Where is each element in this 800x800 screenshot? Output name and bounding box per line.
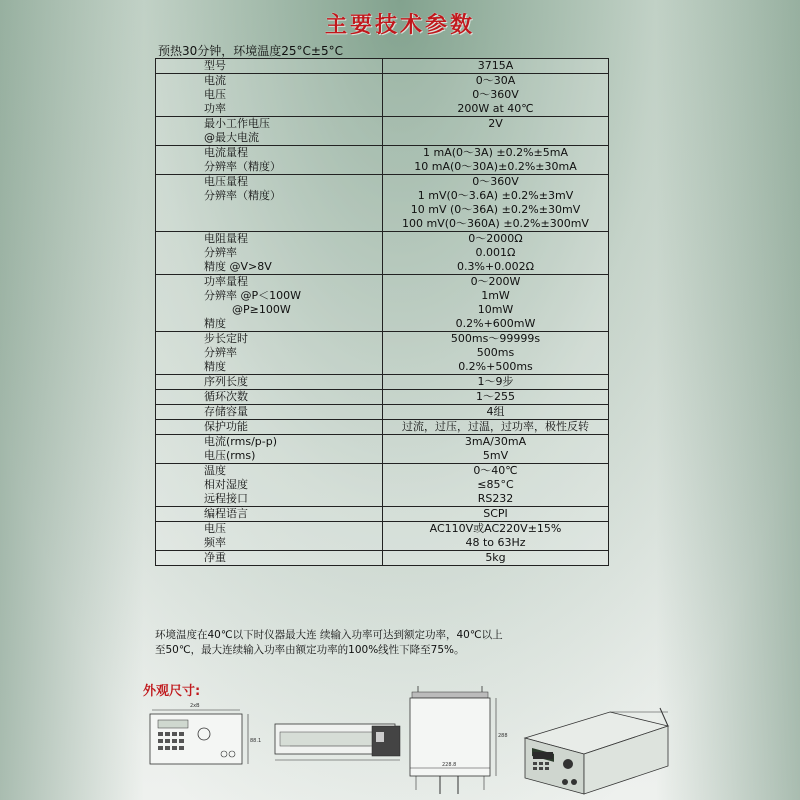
spec-label-cell bbox=[156, 332, 383, 375]
spec-label: 相对湿度 bbox=[204, 478, 248, 491]
spec-value: RS232 bbox=[477, 492, 514, 505]
spec-value: 0～200W bbox=[470, 275, 521, 288]
spec-row bbox=[156, 551, 609, 566]
spec-value: 5mV bbox=[482, 449, 509, 462]
spec-label: 分辨率 bbox=[204, 246, 237, 259]
top-height-label: 288 bbox=[498, 733, 508, 739]
spec-value: 10mW bbox=[477, 303, 514, 316]
spec-label: @最大电流 bbox=[204, 131, 259, 144]
spec-label: 电压(rms) bbox=[204, 449, 256, 462]
spec-label: 电阻量程 bbox=[204, 232, 248, 245]
spec-value: 2V bbox=[488, 117, 503, 130]
spec-value: 5kg bbox=[485, 551, 506, 564]
spec-value: 0.3%+0.002Ω bbox=[456, 260, 535, 273]
spec-row bbox=[156, 332, 609, 375]
spec-label: 功率 bbox=[204, 102, 226, 115]
spec-label: 步长定时 bbox=[204, 332, 248, 345]
page-title: 主要技术参数 bbox=[324, 13, 475, 38]
spec-value: 1～9步 bbox=[477, 375, 514, 388]
spec-value-cell bbox=[383, 405, 609, 420]
spec-value-cell bbox=[383, 435, 609, 464]
spec-value-cell bbox=[383, 390, 609, 405]
spec-label: 电流量程 bbox=[204, 146, 248, 159]
spec-label: 电压量程 bbox=[204, 175, 248, 188]
spec-value-cell bbox=[383, 117, 609, 146]
spec-value-cell bbox=[383, 464, 609, 507]
spec-value-cell bbox=[383, 551, 609, 566]
spec-label: 编程语言 bbox=[204, 507, 248, 520]
side-view-drawing bbox=[275, 724, 400, 760]
spec-label-cell bbox=[156, 146, 383, 175]
spec-label: 功率量程 bbox=[204, 275, 248, 288]
spec-label: 频率 bbox=[204, 536, 226, 549]
dimension-drawings bbox=[140, 682, 670, 797]
spec-value-cell bbox=[383, 146, 609, 175]
spec-value-cell bbox=[383, 507, 609, 522]
spec-value: 0.2%+600mW bbox=[455, 317, 536, 330]
spec-value: 0～2000Ω bbox=[468, 232, 523, 245]
spec-label: 精度 bbox=[204, 317, 226, 330]
spec-row bbox=[156, 507, 609, 522]
preheat-condition: 预热30分钟，环境温度25°C±5°C bbox=[158, 44, 343, 58]
spec-label: 净重 bbox=[204, 551, 226, 564]
perspective-view-drawing bbox=[525, 708, 668, 794]
spec-value: 3mA/30mA bbox=[464, 435, 527, 448]
spec-value: SCPI bbox=[483, 507, 508, 520]
spec-row bbox=[156, 375, 609, 390]
spec-value-cell bbox=[383, 175, 609, 232]
spec-label-cell bbox=[156, 275, 383, 332]
spec-value-cell bbox=[383, 59, 609, 74]
spec-row bbox=[156, 522, 609, 551]
spec-value: 0～40℃ bbox=[473, 464, 518, 477]
spec-label: 分辨率 bbox=[204, 346, 237, 359]
spec-value-cell bbox=[383, 232, 609, 275]
spec-value: 0～360V bbox=[472, 175, 519, 188]
spec-label-cell bbox=[156, 420, 383, 435]
spec-value: 1 mV(0～3.6A) ±0.2%±3mV bbox=[417, 189, 574, 202]
spec-value: 3715A bbox=[477, 59, 514, 72]
spec-value: AC110V或AC220V±15% bbox=[429, 522, 562, 535]
spec-label-cell bbox=[156, 232, 383, 275]
spec-label: 最小工作电压 bbox=[204, 117, 270, 130]
spec-label-cell bbox=[156, 74, 383, 117]
spec-value: 10 mV (0～36A) ±0.2%±30mV bbox=[410, 203, 581, 216]
temperature-note bbox=[155, 628, 615, 658]
spec-label-cell bbox=[156, 390, 383, 405]
front-height-label: 88.1 bbox=[250, 738, 262, 744]
spec-label-cell bbox=[156, 405, 383, 420]
spec-label-cell bbox=[156, 507, 383, 522]
spec-value: 4组 bbox=[486, 405, 505, 418]
spec-table bbox=[155, 58, 609, 566]
front-view-drawing bbox=[150, 703, 261, 764]
spec-row bbox=[156, 232, 609, 275]
spec-row bbox=[156, 390, 609, 405]
spec-label-cell bbox=[156, 435, 383, 464]
spec-label: 分辨率（精度） bbox=[204, 160, 281, 173]
front-width-label: 2xB bbox=[190, 703, 200, 709]
spec-value: 500ms～99999s bbox=[450, 332, 541, 345]
spec-value: 48 to 63Hz bbox=[465, 536, 526, 549]
spec-value-cell bbox=[383, 375, 609, 390]
spec-row bbox=[156, 59, 609, 74]
note-line: 环境温度在40℃以下时仪器最大连 续输入功率可达到额定功率，40℃以上 bbox=[155, 629, 503, 641]
spec-value-cell bbox=[383, 420, 609, 435]
spec-label-cell bbox=[156, 522, 383, 551]
spec-value: ≤85°C bbox=[477, 478, 514, 491]
spec-value: 100 mV(0～360A) ±0.2%±300mV bbox=[402, 217, 589, 230]
spec-label-cell bbox=[156, 59, 383, 74]
spec-value: 0～360V bbox=[472, 88, 519, 101]
spec-value-cell bbox=[383, 522, 609, 551]
spec-label: 循环次数 bbox=[204, 390, 248, 403]
spec-value: 1 mA(0～3A) ±0.2%±5mA bbox=[423, 146, 568, 159]
spec-row bbox=[156, 275, 609, 332]
spec-label-cell bbox=[156, 551, 383, 566]
spec-label: 温度 bbox=[204, 464, 226, 477]
dimensions-title: 外观尺寸: bbox=[143, 684, 201, 699]
spec-label: 型号 bbox=[204, 59, 226, 72]
spec-row bbox=[156, 146, 609, 175]
spec-row bbox=[156, 435, 609, 464]
spec-value: 10 mA(0～30A)±0.2%±30mA bbox=[414, 160, 577, 173]
spec-label-cell bbox=[156, 175, 383, 232]
spec-label: 电流 bbox=[204, 74, 226, 87]
top-width-label: 228.8 bbox=[442, 762, 457, 768]
spec-label: 序列长度 bbox=[204, 375, 248, 388]
spec-label: @P≥100W bbox=[232, 303, 291, 316]
spec-value: 0.001Ω bbox=[475, 246, 516, 259]
spec-value-cell bbox=[383, 332, 609, 375]
spec-value: 1mW bbox=[481, 289, 510, 302]
spec-label: 远程接口 bbox=[204, 492, 248, 505]
note-line: 至50℃，最大连续输入功率由额定功率的100%线性下降至75%。 bbox=[155, 644, 465, 656]
spec-label-cell bbox=[156, 375, 383, 390]
spec-row bbox=[156, 420, 609, 435]
spec-label: 精度 @V>8V bbox=[204, 260, 272, 273]
spec-value: 0.2%+500ms bbox=[458, 360, 533, 373]
spec-value-cell bbox=[383, 275, 609, 332]
spec-row bbox=[156, 117, 609, 146]
spec-label: 电压 bbox=[204, 88, 226, 101]
spec-value: 500ms bbox=[476, 346, 515, 359]
spec-value: 0～30A bbox=[475, 74, 516, 87]
spec-value: 1～255 bbox=[476, 390, 515, 403]
spec-label: 精度 bbox=[204, 360, 226, 373]
spec-label-cell bbox=[156, 464, 383, 507]
spec-row bbox=[156, 175, 609, 232]
top-view-drawing bbox=[410, 686, 508, 794]
spec-label: 存储容量 bbox=[204, 405, 248, 418]
spec-label: 保护功能 bbox=[204, 420, 248, 433]
spec-value: 过流，过压，过温，过功率，极性反转 bbox=[402, 420, 589, 433]
spec-label: 电流(rms/p-p) bbox=[204, 435, 277, 448]
spec-row bbox=[156, 464, 609, 507]
spec-value-cell bbox=[383, 74, 609, 117]
spec-label: 电压 bbox=[204, 522, 226, 535]
spec-row bbox=[156, 405, 609, 420]
spec-label: 分辨率 @P＜100W bbox=[204, 289, 302, 302]
spec-label: 分辨率（精度） bbox=[204, 189, 281, 202]
spec-row bbox=[156, 74, 609, 117]
spec-value: 200W at 40℃ bbox=[457, 102, 534, 115]
spec-label-cell bbox=[156, 117, 383, 146]
